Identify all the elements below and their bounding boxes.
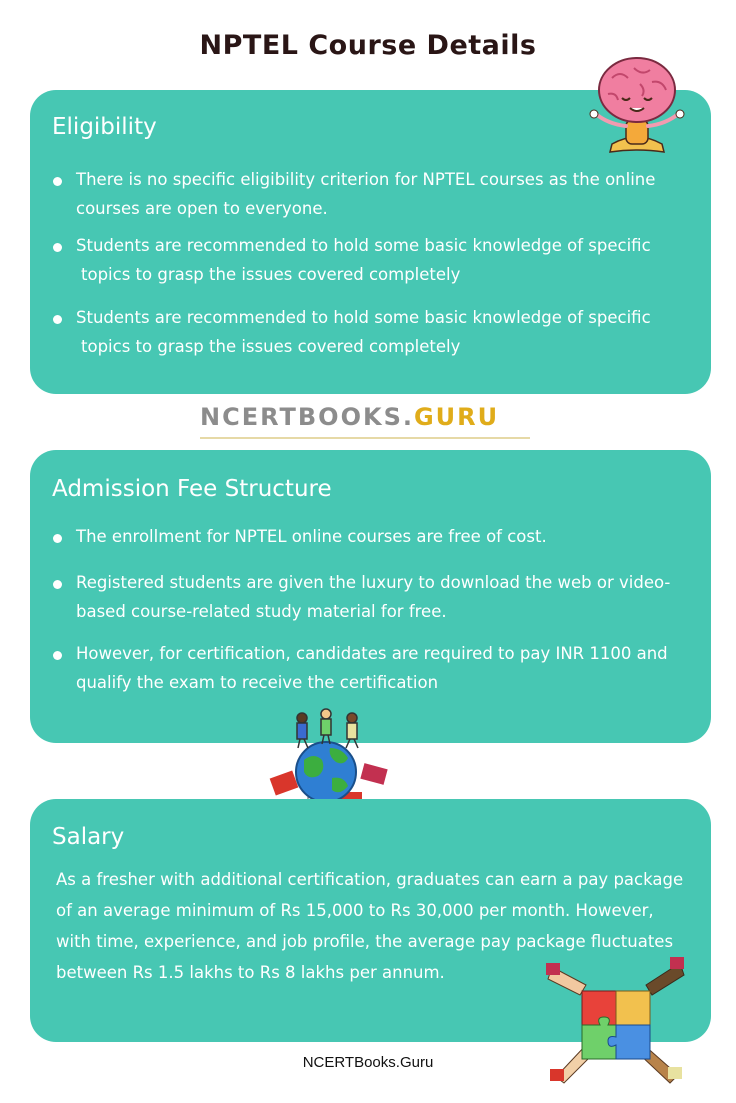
list-item bbox=[76, 165, 701, 223]
list-item bbox=[76, 522, 701, 551]
list-item-line: topics to grasp the issues covered completely bbox=[81, 337, 461, 356]
list-item-line: The enrollment for NPTEL online courses are free of cost. bbox=[76, 527, 547, 546]
list-item bbox=[76, 303, 701, 361]
page-title: NPTEL Course Details bbox=[199, 30, 537, 61]
globe-with-people-icon bbox=[268, 704, 392, 814]
salary-line: between Rs 1.5 lakhs to Rs 8 lakhs per annum. bbox=[56, 963, 445, 982]
watermark-text: NCERTBOOKS. bbox=[200, 403, 414, 431]
list-item-line: Students are recommended to hold some basic knowledge of specific bbox=[76, 236, 651, 255]
watermark-text-accent: GURU bbox=[413, 403, 500, 431]
salary-line: of an average minimum of Rs 15,000 to Rs 30,000 per month. However, bbox=[56, 901, 654, 920]
list-item-line: There is no specific eligibility criterion for NPTEL courses as the online bbox=[76, 170, 656, 189]
list-item-line: based course-related study material for free. bbox=[76, 602, 447, 621]
list-item bbox=[76, 639, 701, 697]
eligibility-title: Eligibility bbox=[52, 114, 157, 140]
watermark-underline bbox=[200, 437, 530, 439]
brain-mascot-icon bbox=[582, 52, 692, 162]
admission-fee-title: Admission Fee Structure bbox=[52, 476, 332, 502]
list-item-line: Students are recommended to hold some basic knowledge of specific bbox=[76, 308, 651, 327]
salary-line: with time, experience, and job profile, the average pay package fluctuates bbox=[56, 932, 674, 951]
ncertbooks-watermark bbox=[200, 403, 560, 443]
list-item bbox=[76, 568, 701, 626]
footer-text: NCERTBooks.Guru bbox=[302, 1054, 434, 1071]
list-item-line: Registered students are given the luxury to download the web or video- bbox=[76, 573, 671, 592]
list-item-line: topics to grasp the issues covered completely bbox=[81, 265, 461, 284]
list-item bbox=[76, 231, 701, 289]
admission-fee-card bbox=[30, 450, 711, 743]
salary-line: As a fresher with additional certification, graduates can earn a pay package bbox=[56, 870, 684, 889]
list-item-line: However, for certification, candidates are required to pay INR 1100 and bbox=[76, 644, 668, 663]
list-item-line: courses are open to everyone. bbox=[76, 199, 328, 218]
list-item-line: qualify the exam to receive the certification bbox=[76, 673, 439, 692]
salary-title: Salary bbox=[52, 824, 125, 850]
